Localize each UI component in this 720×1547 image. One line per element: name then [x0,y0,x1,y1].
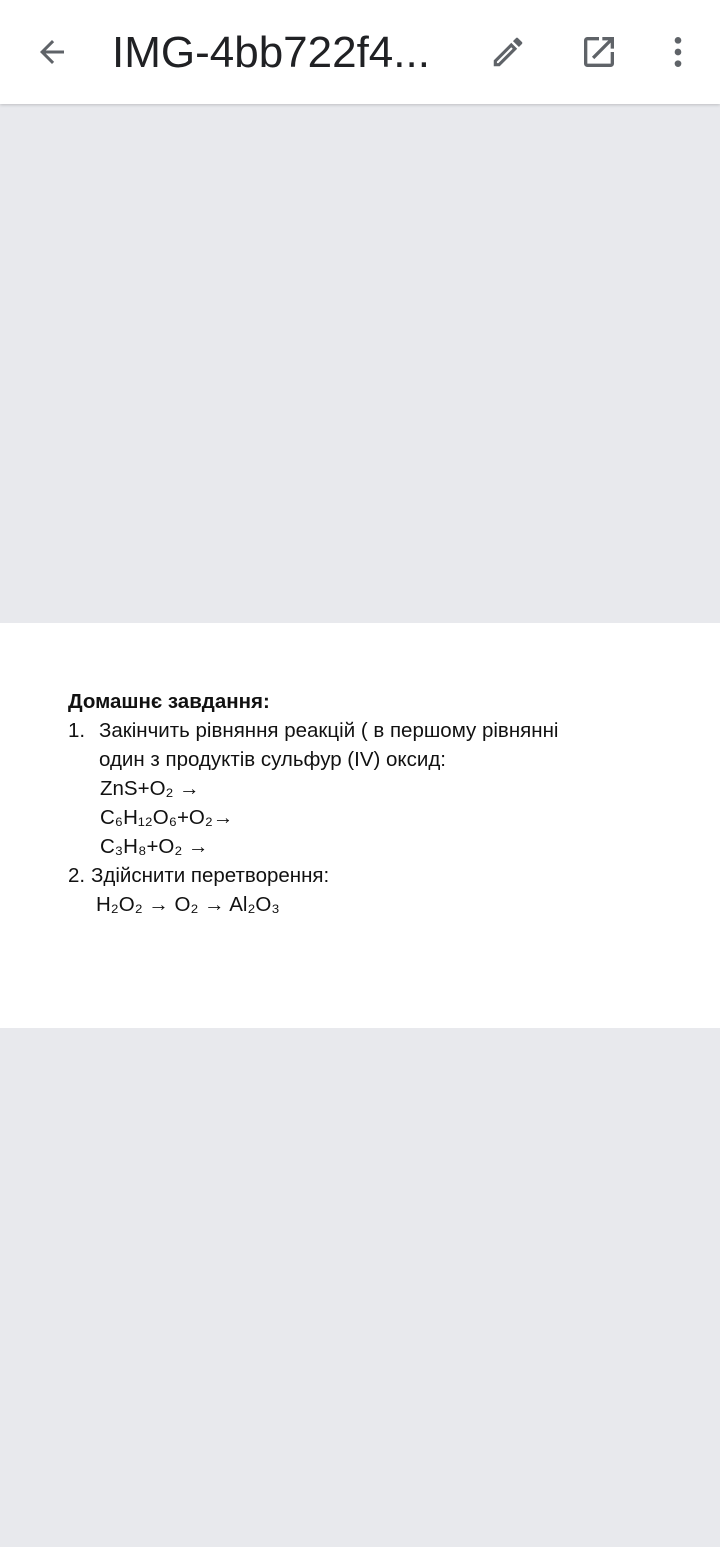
image-viewer[interactable] [0,104,720,1547]
more-vert-icon [658,32,698,72]
equation-1 [68,774,688,803]
task-2-text: Здійснити перетворення: [91,864,330,887]
task-2-line-1 [68,861,688,890]
equation-1-text: ZnS+O₂ → [100,777,200,800]
transformation-chain [68,890,688,919]
equation-2-text: C₆H₁₂O₆+O₂→ [100,806,234,829]
task-1-text-1: Закінчить рівняння реакцій ( в першому рівнянні [99,719,559,742]
equation-3 [68,832,688,861]
file-title: IMG-4bb722f4... [112,28,430,77]
more-options-button[interactable] [646,20,710,84]
equation-3-text: C₃H₈+O₂ → [100,835,209,858]
transformation-chain-text: H₂O₂ → O₂ → Al₂O₃ [96,893,280,916]
homework-text [68,687,688,919]
top-app-bar [0,0,720,104]
displayed-image[interactable] [0,623,720,1028]
homework-heading: Домашнє завдання: [68,690,270,713]
task-2-number: 2. [68,864,86,887]
open-in-new-icon [579,32,619,72]
edit-button[interactable] [476,20,540,84]
task-1-number: 1. [68,719,86,742]
pencil-icon [489,33,527,71]
equation-2 [68,803,688,832]
open-with-button[interactable] [567,20,631,84]
arrow-left-icon [34,34,70,70]
back-button[interactable] [20,20,84,84]
task-1-line-1 [68,716,688,745]
task-1-text-2: один з продуктів сульфур (IV) оксид: [99,748,446,771]
task-1-line-2 [68,745,688,774]
